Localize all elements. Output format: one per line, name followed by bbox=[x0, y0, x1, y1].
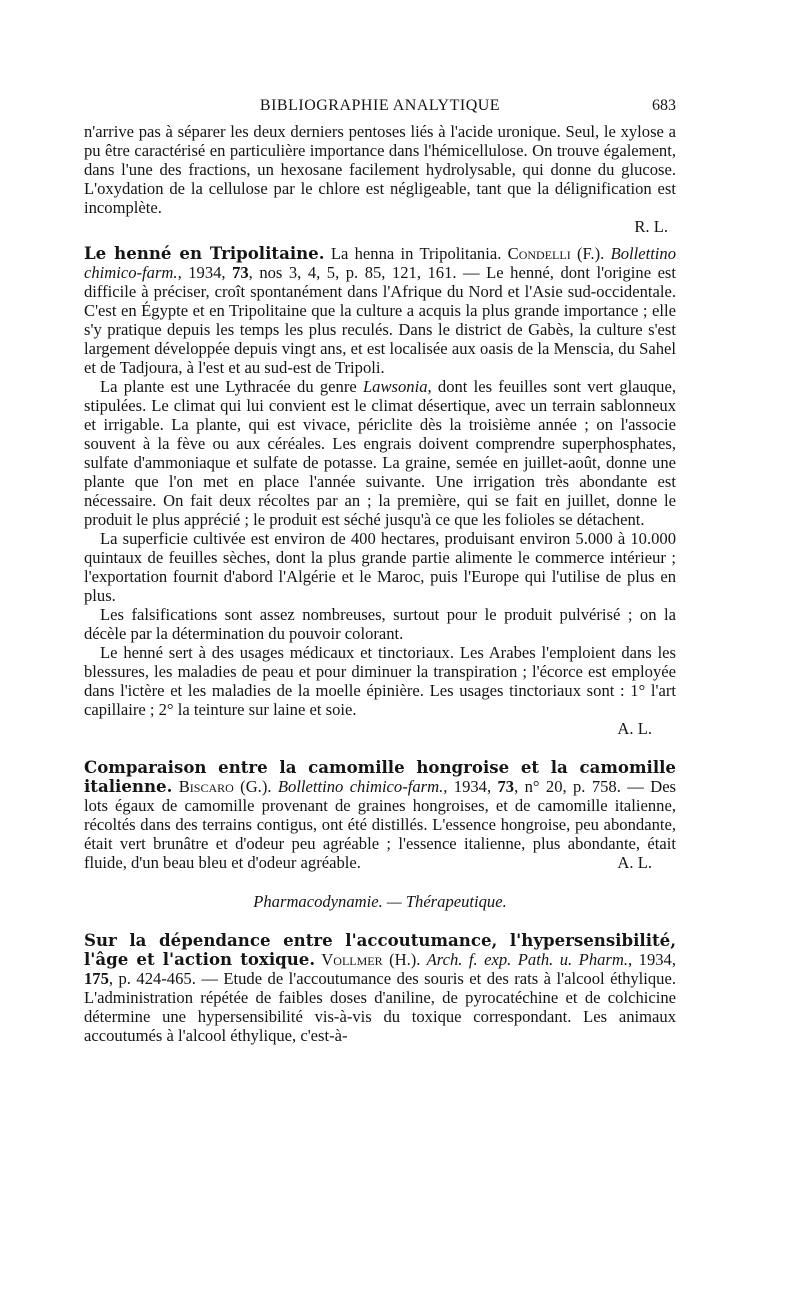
entry-henne-abstract: — Le henné, dont l'origine est difficile à préciser, croît spontanément dans l'Afrique du Nord et l'Asie sud-occidentale. C'est en Égypte et en Tripolitaine que la culture a acquis la plus grande importance ; elle s'y pratique depuis les temps les plus reculés. Dans le district de Gabès, la culture s'est largement développée depuis vingt ans, et est localisée aux oasis de la Menscia, du Sahel et de Tadjoura, à l'est et au sud-est de Tripoli. bbox=[84, 263, 676, 377]
entry-henne-paragraph-plant bbox=[84, 377, 676, 529]
entry-camomille-year: , 1934, bbox=[443, 777, 498, 796]
entry-henne-paragraph-area: La superficie cultivée est environ de 400 hectares, produisant environ 5.000 à 10.000 quintaux de feuilles sèches, dont la plus grande partie alimente le commerce intérieur ; l'exportation fournit d'abord l'Algérie et le Maroc, puis l'Europe qui l'utilise de plus en plus. bbox=[84, 529, 676, 605]
entry-camomille-author: Biscaro (G.). bbox=[172, 777, 272, 796]
entry-henne-translation: La henna in Tripolitania. bbox=[324, 244, 508, 263]
entry-camomille-journal: Bollettino chimico-farm. bbox=[271, 777, 444, 796]
entry-accoutumance-abstract: — Etude de l'accoutumance des souris et des rats à l'alcool éthylique. L'administration répétée de faibles doses d'aniline, de pyrocatéchine et de colchicine détermine une hypersensibilité vis-à-vis du toxique correspondant. Les animaux accoutumés à l'alcool éthylique, c'est-à- bbox=[84, 969, 676, 1045]
entry-camomille-abstract: — Des lots égaux de camomille provenant de graines hongroises, et de camomille italienne, récoltés dans des terrains contigus, ont été distillés. L'essence hongroise, peu abondante, était vert brunâtre et d'odeur peu agréable ; l'essence italienne, plus abondante, était fluide, d'un beau bleu et d'odeur agréable. bbox=[84, 777, 677, 872]
entry-accoutumance-year: , 1934, bbox=[628, 950, 676, 969]
genus-name: Lawsonia bbox=[362, 377, 428, 396]
running-header bbox=[84, 96, 676, 122]
entry-henne-paragraph-uses: Le henné sert à des usages médicaux et tinctoriaux. Les Arabes l'emploient dans les blessures, les maladies de peau et pour diminuer la transpiration ; l'écorce est employée dans l'ictère et les maladies de la moelle épinière. Les usages tinctoriaux sont : 1° l'art capillaire ; 2° la teinture sur laine et soie. bbox=[84, 643, 676, 719]
entry-accoutumance-title: Sur la dépendance entre l'accoutumance, l'hypersensibilité, l'âge et l'action toxique. bbox=[84, 930, 676, 969]
entry-accoutumance bbox=[84, 931, 676, 1045]
entry-camomille-title: Comparaison entre la camomille hongroise et la camomille italienne. bbox=[84, 757, 676, 796]
entry-accoutumance-journal: Arch. f. exp. Path. u. Pharm. bbox=[420, 950, 629, 969]
entry-henne-issues: , nos 3, 4, 5, p. 85, 121, 161. bbox=[248, 263, 457, 282]
plant-text-b: , dont les feuilles sont vert glauque, stipulées. Le climat qui lui convient est le climat désertique, avec un terrain sablonneux et irrigable. La plante, qui est vivace, périclite dès la troisième année ; on l'associe souvent à la fève ou aux céréales. Les engrais doivent comprendre superphosphates, sulfate d'ammoniaque et sulfate de potasse. La graine, semée en juillet-août, donne une plante que l'on met en place l'année suivante. Une irrigation très abondante est nécessaire. On fait deux récoltes par an ; la première, qui se fait en juillet, donne le produit le plus apprécié ; le produit est séché jusqu'à ce que les folioles se détachent. bbox=[84, 377, 676, 529]
signature-al-1: A. L. bbox=[617, 719, 652, 738]
entry-accoutumance-volume: 175 bbox=[84, 969, 109, 988]
signature-al-2: A. L. bbox=[617, 853, 652, 872]
entry-henne bbox=[84, 244, 676, 738]
continuation-paragraph: n'arrive pas à séparer les deux derniers pentoses liés à l'acide uronique. Seul, le xylose a pu être caractérisé en particulière importance dans l'hémicellulose. On trouve également, dans l'une des fractions, un hexosane facilement hydrolysable, qui donne du glucose. L'oxydation de la cellulose par le chlore est négligeable, tant que la délignification est incomplète. bbox=[84, 122, 676, 217]
entry-accoutumance-author: Vollmer (H.). bbox=[315, 950, 421, 969]
entry-henne-journal: Bollettino chimico-farm. bbox=[84, 244, 677, 282]
entry-camomille-issue: , n° 20, p. 758. bbox=[514, 777, 621, 796]
running-title: BIBLIOGRAPHIE ANALYTIQUE bbox=[259, 97, 501, 114]
journal-page bbox=[84, 96, 676, 1045]
entry-henne-author: Condelli (F.). bbox=[507, 244, 605, 263]
section-heading: Pharmacodynamie. — Thérapeutique. bbox=[253, 892, 507, 911]
entry-henne-lead-paragraph bbox=[84, 244, 676, 377]
entry-henne-paragraph-falsification: Les falsifications sont assez nombreuses, surtout pour le produit pulvérisé ; on la décèle par la détermination du pouvoir colorant. bbox=[84, 605, 676, 643]
plant-text-a: La plante est une Lythracée du genre bbox=[100, 377, 363, 396]
entry-accoutumance-paragraph bbox=[84, 931, 676, 1045]
signature-rl: R. L. bbox=[634, 217, 668, 236]
entry-henne-title: Le henné en Tripolitaine. bbox=[84, 243, 325, 263]
continued-abstract bbox=[84, 122, 676, 236]
entry-henne-volume: 73 bbox=[232, 263, 249, 282]
page-number: 683 bbox=[652, 97, 676, 114]
entry-henne-year: , 1934, bbox=[177, 263, 233, 282]
entry-camomille-volume: 73 bbox=[497, 777, 515, 796]
entry-camomille bbox=[84, 758, 676, 872]
entry-accoutumance-pages: , p. 424-465. bbox=[108, 969, 196, 988]
